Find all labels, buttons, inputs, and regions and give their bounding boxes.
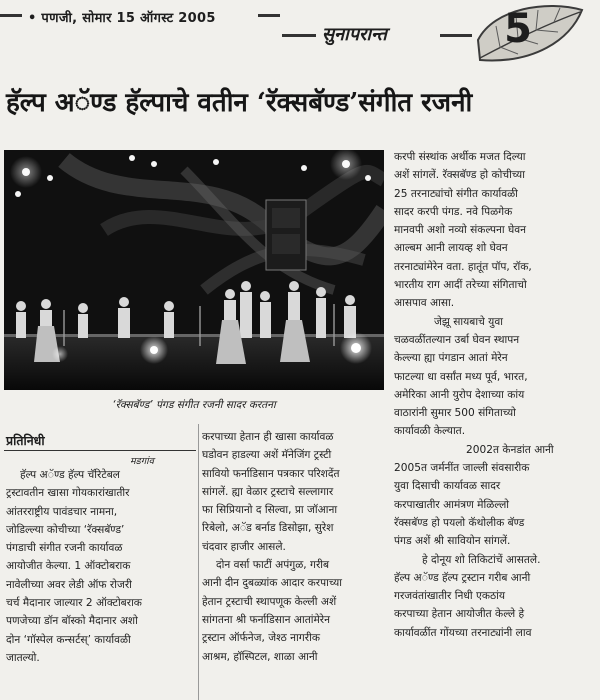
column-line: जातल्यो.: [6, 651, 40, 664]
column-line: आसपाव आसा.: [394, 297, 455, 310]
column-line: पणजेच्या डॉन बॉस्को मैदानार अशो: [6, 615, 138, 628]
column-line: चर्च मैदानार जाल्यार 2 ऑक्टोबराक: [6, 597, 142, 610]
column-line: आनी दीन दुबळ्यांक आदार करपाच्या: [202, 577, 342, 590]
column-line: पंगड अशें श्री सावियोन सांगलें.: [394, 535, 511, 548]
column-line: तरनाट्यांमेरेन वता. हातूंत पॉप, रॉक,: [394, 260, 532, 273]
column-line: केल्ल्या ह्या पंगडान आतां मेरेन: [394, 352, 508, 365]
column-line: 2005त जर्मनींत जाल्ली संवसारीक: [394, 462, 530, 475]
column-line: गरजवंतांखातीर निधी एकठांय: [394, 590, 506, 603]
column-line: दोन वर्सा फाटीं अपंगुळ, गरीब: [216, 559, 330, 572]
photo-caption: ‘रॅक्सबॅण्ड’ पंगड संगीत रजनी सादर करतना: [112, 399, 276, 411]
column-line: रॅक्सबॅण्ड हो पयलो कॅथोलीक बॅण्ड: [394, 516, 525, 529]
column-line: ट्रस्टावतीन खासा गोयकारांखातीर: [6, 487, 130, 500]
dateline: मडगांव: [130, 456, 154, 467]
column-line: हॅल्प अॅण्ड हॅल्प ट्रस्टान गरीब आनी: [394, 571, 531, 584]
column-line: हॅल्प अॅण्ड हॅल्प चॅरिटेबल: [20, 469, 120, 481]
masthead-dash-section-right: [440, 34, 472, 37]
column-line: सांगलें. ह्या वेळार ट्रस्टाचे सल्लागार: [202, 485, 334, 498]
column-line: युवा दिसाची कार्यावळ सादर: [394, 480, 501, 493]
column-line: करपाच्या हेतान ही खासा कार्यावळ: [202, 431, 334, 443]
column-line: दोन ‘गॉस्पेल कन्सर्टस्’ कार्यावळी: [6, 633, 131, 646]
masthead-dash-mid: [258, 14, 280, 17]
column-line: कार्यावळी केल्यात.: [394, 425, 466, 438]
masthead-dash-left: [0, 14, 22, 17]
column-line: सावियो फर्नाडिसान पत्रकार परिशदेंत: [202, 467, 340, 480]
masthead: [0, 0, 600, 62]
column-line: आल्बम आनी लायव्ह शो घेवन: [394, 242, 508, 255]
column-line: चंदवार हाजीर आसले.: [202, 540, 286, 553]
column-line: आश्रम, हॉस्पिटल, शाळा आनी: [202, 650, 318, 663]
column-line: अशें सांगलें. रॅक्सबॅण्ड हो कोचीच्या: [394, 169, 525, 182]
article-column-left: [6, 466, 196, 667]
column-line: मानवपी अशो नव्यो संकल्पना घेवन: [394, 224, 527, 237]
column-line: चळवळींतल्यान उर्बा घेवन स्थापन: [394, 333, 520, 346]
column-line: कार्यावळींत गोंयच्या तरनाट्यांनी लाव: [394, 626, 532, 639]
column-line: सादर करपी पंगड. नवे पिळगेक: [394, 205, 513, 218]
column-line: फा सिप्रियानो द सिल्वा, प्रा जॉआना: [202, 504, 338, 517]
column-line: सांगतना श्री फर्नाडिसान आतांमेरेन: [202, 613, 331, 626]
column-line: हेतान ट्रस्टाची स्थापणूक केल्ली अशें: [202, 595, 337, 608]
column-line: अमेरिका आनी युरोप देशाच्या कांय: [394, 388, 525, 401]
column-line: ट्रस्टान ऑर्फनेज, जेश्ठ नागरीक: [202, 632, 320, 645]
column-line: आंतरराष्ट्रीय पावंडचार नामना,: [6, 505, 118, 518]
column-line: करपी संस्थांक अर्थीक मजत दिल्या: [394, 151, 526, 163]
issue-date: • पणजी, सोमार 15 ऑगस्ट 2005: [28, 11, 216, 26]
column-line: रिबेलो, अॅड बर्नाड डिसोझा, सुरेश: [202, 522, 334, 535]
concert-stage-illustration: [4, 150, 384, 390]
column-divider: [198, 424, 199, 700]
page-number: 5: [504, 6, 532, 52]
column-line: आयोजीत केल्या. 1 ऑक्टोबराक: [6, 560, 131, 573]
column-line: पंगडाची संगीत रजनी कार्यावळ: [6, 542, 123, 555]
byline-author: प्रतिनिधी: [6, 433, 45, 448]
column-line: जेझू सायबाचे युवा: [434, 315, 503, 328]
column-line: भारतीय राग आदीं तरेच्या संगिताचो: [394, 279, 527, 292]
masthead-dash-section-left: [282, 34, 316, 37]
column-line: हे दोनूय शो तिकिटांचें आसतले.: [422, 553, 541, 566]
column-line: 2002त केनडांत आनी: [466, 443, 554, 456]
column-line: फाटल्या धा वर्सांत मध्य पूर्व, भारत,: [394, 370, 528, 383]
column-line: घडोवन हाडल्या अशें मॅनेजिंग ट्रस्टी: [202, 449, 332, 462]
column-line: नावेलीच्या अवर लेडी ऑफ रोजरी: [6, 578, 132, 591]
column-line: जोडिल्ल्या कोचीच्या ‘रॅक्सबॅण्ड’: [6, 523, 125, 536]
article-column-right: [394, 148, 594, 642]
concert-photo: [4, 150, 384, 390]
column-line: करपाखातीर आमंत्रण मेळिल्लो: [394, 498, 509, 511]
headline: हॅल्प अॅण्ड हॅल्पाचे वतीन ‘रॅक्सबॅण्ड’संगीत रजनी: [6, 88, 473, 118]
section-name: सुनापरान्त: [322, 24, 387, 45]
byline-rule: [4, 450, 196, 451]
column-line: 25 तरनाट्यांचो संगीत कार्यावळी: [394, 187, 518, 200]
column-line: करपाच्या हेतान आयोजीत केल्ले हे: [394, 608, 525, 621]
article-column-middle: [202, 428, 388, 666]
column-line: वाठारांनी सुमार 500 संगिताच्यो: [394, 407, 516, 420]
